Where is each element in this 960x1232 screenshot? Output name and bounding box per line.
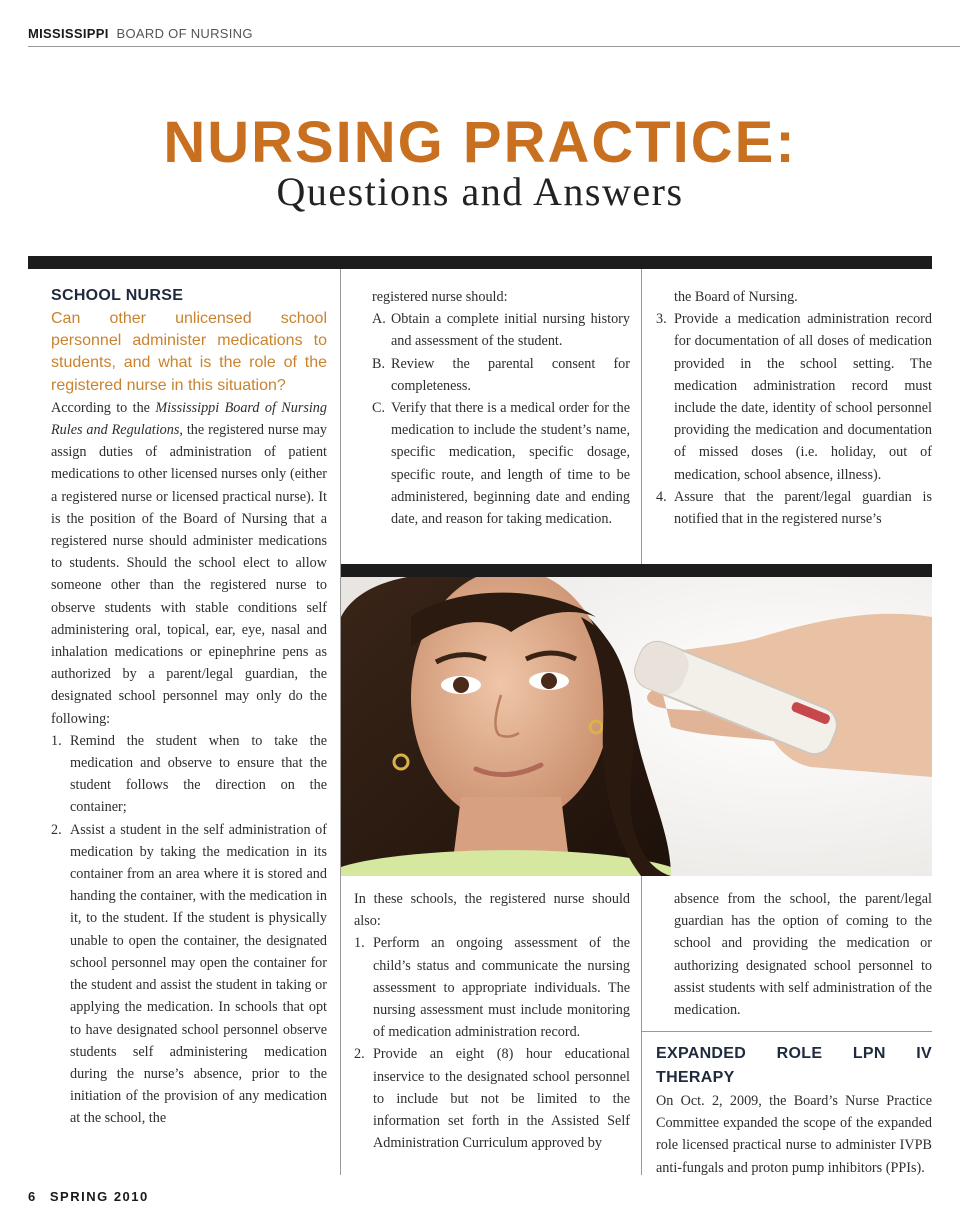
list-item: 2. Assist a student in the self administration of medication by taking the medication in its container from an area where it is stored and handing the container, with the medication in it, to the student. If the student is physically unable to open the container, the designated school personnel may open the container for the student and assist the student in taking or applying the medication. In schools that opt to have designated school personnel observe students self administering medication during the nurse’s absence, prior to the initiation of the provision of any medication at the school, the [51,821,327,1127]
issue-label: SPRING 2010 [49,1189,149,1204]
list-item: 4. Assure that the parent/legal guardian is notified that in the registered nurse’s [656,488,932,528]
continuation-text: absence from the school, the parent/legal guardian has the option of coming to the school and providing the medication or authorizing designated school personnel to assist students with self administration of the medication. [674,891,932,1019]
org-name: BOARD OF NURSING [116,26,253,41]
section-divider [641,1031,932,1032]
list-item: 3. Provide a medication administration record for documentation of all doses of medication provided in the school setting. The medication administration record must include the date, identity of school personnel providing the medication and documentation of missed doses (i.e. holiday, out of medication, school absence, illness). [656,311,932,483]
question-text: Can other unlicensed school personnel administer medications to students, and what is the role of the registered nurse in this situation? [51,310,327,394]
lpn-section [656,1042,932,1179]
page-title: NURSING PRACTICE: [163,110,797,175]
list-item: A. Obtain a complete initial nursing history and assessment of the student. [372,311,630,350]
running-header [28,26,253,41]
nurse-duties-list-continued [656,308,932,530]
list-item: B. Review the parental consent for completeness. [372,355,630,394]
list-item: 1. Remind the student when to take the medication and observe to ensure that the student follows the direction on the container; [51,732,327,816]
continuation-text: the Board of Nursing. [674,289,798,305]
allowed-duties-list [51,730,327,1130]
continuation-text: registered nurse should: [372,289,508,305]
intro-paragraph: According to the Mississippi Board of Nursing Rules and Regulations, the registered nurse may assign duties of administration of patient medications to other licensed nurses only (either a registered nurse or licensed practical nurse). It is the position of the Board of Nursing that a registered nurse should administer medications to students. Should the school elect to allow someone other than the registered nurse to observe students with stable conditions self administering oral, topical, ear, eye, nasal and inhalation medications or epinephrine pens as authorized by a parent/legal guardian, the designated school personnel may only do the following: [51,399,327,727]
photo-child-ear-thermometer [341,577,932,876]
header-rule [28,46,960,47]
school-nurse-list [354,932,630,1154]
rules-title: Mississippi Board of Nursing Rules and Regulations [51,399,327,439]
magazine-name: MISSISSIPPI [28,26,109,41]
paragraph: In these schools, the registered nurse should also: [354,891,630,930]
list-item: 1. Perform an ongoing assessment of the child’s status and communicate the nursing assessment to appropriate individuals. The nursing assessment must include monitoring of medication administration record. [354,935,630,1041]
paragraph: On Oct. 2, 2009, the Board’s Nurse Practice Committee expanded the scope of the expanded role licensed practical nurse to administer IVPB anti-fungals and proton pump inhibitors (PPIs). [656,1093,932,1176]
mid-divider-bar [341,564,932,577]
section-heading: EXPANDED ROLE LPN IV THERAPY [656,1045,932,1086]
nurse-duties-list [372,308,630,530]
top-divider-bar [28,256,932,269]
page-footer [28,1189,149,1204]
section-heading: SCHOOL NURSE [51,287,184,304]
column-divider-2-top [641,269,642,564]
photo-illustration [341,577,932,876]
column-2-bottom [354,888,630,1154]
page-subtitle: Questions and Answers [276,169,684,214]
list-item: 2. Provide an eight (8) hour educational inservice to the designated school personnel to include but not be limited to the information set forth in the Assisted Self Administration Curriculum approved by [354,1046,630,1152]
column-3-bottom [656,888,932,1021]
column-2-top [372,286,630,530]
column-divider-2-bottom [641,876,642,1175]
page-number: 6 [28,1189,37,1204]
column-3-top [656,286,932,530]
column-1 [51,284,327,1130]
list-item: C. Verify that there is a medical order for the medication to include the student’s name, specific medication, specific dosage, specific route, and length of time to be administered, beginning date and ending date, and reason for taking medication. [372,400,630,528]
